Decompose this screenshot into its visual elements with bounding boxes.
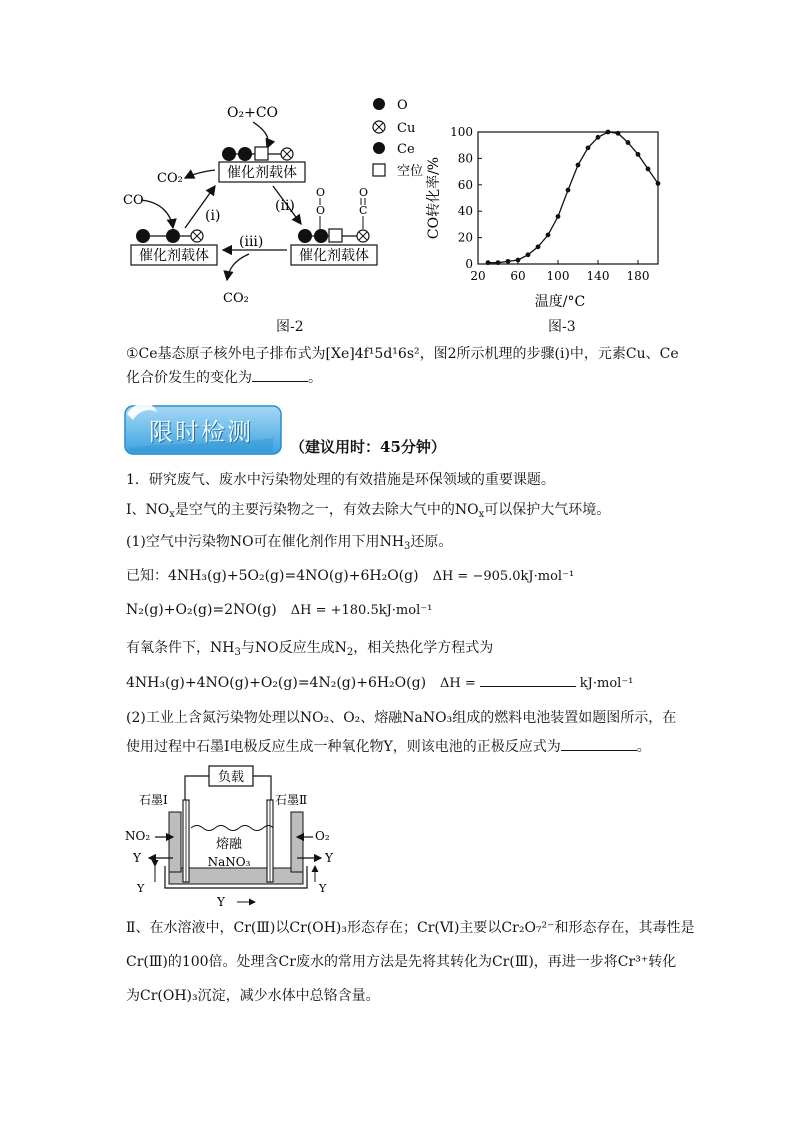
ce-atom-icon	[238, 147, 252, 161]
p3-b: 还原。	[410, 534, 453, 550]
p5-c: 组成的燃料电池装置如题图所示，在	[452, 710, 677, 726]
data-point	[496, 260, 501, 265]
x-tick-label: 100	[546, 269, 570, 283]
banner-title: 限时检测	[149, 418, 253, 446]
data-point	[566, 188, 571, 193]
melt-label-1: 熔融	[215, 837, 243, 852]
data-point	[586, 145, 591, 150]
y-left-label: Y	[133, 851, 141, 865]
catalyst-label-right: 催化剂载体	[299, 248, 369, 264]
banner-time: （建议用时：45分钟）	[290, 438, 446, 456]
figure-2-caption: 图-2	[276, 319, 304, 335]
catalyst-label-top: 催化剂载体	[227, 165, 297, 181]
x-tick-label: 60	[510, 269, 526, 283]
o2-formula: O₂	[343, 710, 361, 726]
croh3-formula: Cr(OH)₃	[289, 920, 347, 936]
fig2-step-iii: (iii)	[239, 234, 264, 250]
fig2-co-in: CO	[123, 193, 144, 208]
answer-blank[interactable]	[252, 367, 308, 382]
x-tick-label: 20	[470, 269, 486, 283]
p4-c: ，相关热化学方程式为	[353, 640, 494, 656]
legend-cu-label: Cu	[397, 121, 416, 136]
cr3plus-formula: Cr³⁺	[617, 954, 649, 970]
data-point	[486, 260, 491, 265]
figure-3-caption: 图-3	[548, 319, 576, 335]
p3-a: (1)空气中污染物NO可在催化剂作用下用	[126, 534, 380, 550]
x-axis-label: 温度/°C	[534, 294, 586, 310]
y-tick-label: 40	[457, 204, 473, 219]
no2-formula: NO₂	[299, 710, 330, 726]
vacancy-icon	[329, 229, 342, 242]
p2-c: 可以保护大气环境。	[484, 502, 611, 518]
equation-2-row	[126, 600, 432, 621]
nano3-formula: NaNO₃	[402, 710, 453, 726]
answer-blank-dh[interactable]	[480, 672, 576, 687]
answer-blank-positive-electrode[interactable]	[561, 736, 637, 751]
p6-text: 使用过程中石墨Ⅰ电极反应生成一种氧化物Y，则该电池的正极反应式为	[126, 739, 561, 755]
fig2-co2-bottom: CO₂	[223, 291, 249, 306]
data-point	[576, 163, 581, 168]
y-mid-label: Y	[217, 895, 225, 909]
legend-vacancy-icon	[373, 164, 385, 176]
y-right-down: Y	[319, 882, 327, 895]
y-tick-label: 100	[450, 125, 473, 139]
p4-a: 有氧条件下，	[126, 640, 210, 656]
data-point	[656, 181, 661, 186]
data-point	[516, 258, 521, 263]
ce-atom-icon	[314, 229, 328, 243]
paragraph-2	[126, 500, 610, 525]
equation-1-dh: ΔH = −905.0kJ·mol⁻¹	[432, 569, 575, 584]
figure-2-mechanism	[115, 90, 440, 315]
equation-3-row	[126, 672, 633, 694]
cr2o7-formula: Cr₂O₇²⁻	[501, 920, 555, 936]
data-point	[636, 152, 641, 157]
n2-formula: $N_2$	[334, 640, 354, 658]
paragraph-8	[126, 952, 676, 972]
legend-o-icon	[373, 98, 385, 110]
data-point	[626, 140, 631, 145]
right-gas-label: O₂	[315, 829, 330, 843]
p9-a: 为	[126, 988, 140, 1004]
nh3-formula: $NH_3$	[210, 640, 241, 658]
p8-b: 转化	[648, 954, 677, 970]
nox-formula: $NO_x$	[454, 502, 485, 520]
y-tick-label: 80	[457, 151, 473, 166]
data-point	[646, 167, 651, 172]
p5-a: (2)工业上含氮污染物处理以	[126, 710, 300, 726]
p7-c: 和形态存在，其毒性是	[554, 920, 695, 936]
plot-frame	[478, 132, 658, 264]
paragraph-1: 1．研究废气、废水中污染物处理的有效措施是环保领域的重要课题。	[126, 472, 555, 488]
question-ce-text: ①Ce基态原子核外电子排布式为[Xe]4f¹5d¹6s²，图2所示机理的步骤(i)中，元素Cu、Ce化合价发生的变化为	[126, 346, 679, 386]
y-right-label: Y	[325, 851, 333, 865]
catalyst-label-left: 催化剂载体	[139, 248, 209, 264]
legend-ce-icon	[373, 142, 385, 154]
paragraph-7	[126, 918, 695, 938]
data-point	[506, 259, 511, 264]
figure-3-chart	[420, 118, 670, 313]
equation-1: 4NH₃(g)+5O₂(g)=4NO(g)+6H₂O(g)	[168, 568, 419, 584]
legend-vacancy-label: 空位	[397, 164, 424, 179]
fig2-co2-top: CO₂	[157, 171, 183, 186]
vacancy-icon	[255, 147, 268, 160]
p7-a: Ⅱ、在水溶液中，Cr(Ⅲ)以	[126, 920, 290, 936]
ce-atom-icon	[166, 229, 180, 243]
x-tick-label: 140	[586, 269, 610, 283]
known-label: 已知：	[126, 568, 168, 584]
data-point	[596, 135, 601, 140]
equation-3-dh: ΔH =	[440, 676, 476, 691]
y-left-down: Y	[137, 882, 145, 895]
data-point	[606, 130, 611, 135]
paragraph-4	[126, 638, 493, 663]
right-electrode-label: 石墨Ⅱ	[275, 793, 308, 807]
left-gas-label: NO₂	[125, 829, 151, 843]
fig2-step-ii: (ii)	[275, 198, 295, 214]
period: 。	[636, 739, 651, 755]
fig2-mol-o: O	[316, 186, 326, 199]
equation-1-row	[126, 566, 574, 587]
p2-a: Ⅰ、	[126, 502, 146, 518]
p4-b: 与NO反应生成	[240, 640, 335, 656]
data-point	[556, 214, 561, 219]
o-atom-icon	[222, 147, 236, 161]
equation-3-unit: kJ·mol⁻¹	[579, 676, 634, 691]
fig2-mol-o: O	[359, 186, 369, 199]
data-point	[526, 252, 531, 257]
equation-2-dh: ΔH = +180.5kJ·mol⁻¹	[290, 603, 433, 618]
fig2-top-label: O₂+CO	[227, 105, 279, 121]
o-atom-icon	[136, 229, 150, 243]
paragraph-9	[126, 986, 380, 1006]
separator: 、	[329, 710, 344, 726]
question-ce	[126, 342, 686, 390]
y-tick-label: 60	[457, 177, 473, 192]
p5-b: 、熔融	[360, 710, 403, 726]
data-point	[536, 244, 541, 249]
data-point	[616, 131, 621, 136]
croh3-formula: Cr(OH)₃	[140, 988, 198, 1004]
nh3-formula: $NH_3$	[379, 534, 411, 552]
paragraph-6	[126, 736, 651, 757]
fuel-cell-diagram	[125, 762, 340, 910]
left-electrode-label: 石墨Ⅰ	[139, 793, 168, 807]
section-banner	[123, 398, 283, 458]
legend-ce-label: Ce	[397, 142, 415, 157]
load-label: 负载	[217, 770, 245, 785]
paragraph-3	[126, 532, 452, 557]
fig2-step-i: (i)	[205, 208, 221, 224]
p2-b: 是空气的主要污染物之一，有效去除大气中的	[174, 502, 455, 518]
y-axis-label: CO转化率/%	[426, 156, 442, 240]
paragraph-5	[126, 708, 676, 728]
p9-b: 沉淀，减少水体中总铬含量。	[197, 988, 380, 1004]
nox-formula: $NO_x$	[145, 502, 175, 520]
p8-a: Cr(Ⅲ)的100倍。处理含Cr废水的常用方法是先将其转化为Cr(Ⅲ)，再进一步将	[126, 954, 618, 970]
x-tick-label: 180	[626, 269, 650, 283]
data-point	[546, 233, 551, 238]
fig2-mol-c: C	[359, 204, 368, 217]
equation-3: 4NH₃(g)+4NO(g)+O₂(g)=4N₂(g)+6H₂O(g)	[126, 675, 427, 691]
y-tick-label: 0	[465, 257, 473, 271]
p7-b: 形态存在；Cr(Ⅵ)主要以	[347, 920, 502, 936]
period: 。	[308, 370, 322, 386]
legend-o-label: O	[397, 98, 408, 113]
melt-label-2: NaNO₃	[207, 855, 251, 869]
y-tick-label: 20	[457, 230, 473, 245]
fig2-mol-o: O	[316, 204, 326, 217]
equation-2: N₂(g)+O₂(g)=2NO(g)	[126, 602, 277, 618]
o-atom-icon	[298, 229, 312, 243]
series-line	[488, 132, 658, 263]
